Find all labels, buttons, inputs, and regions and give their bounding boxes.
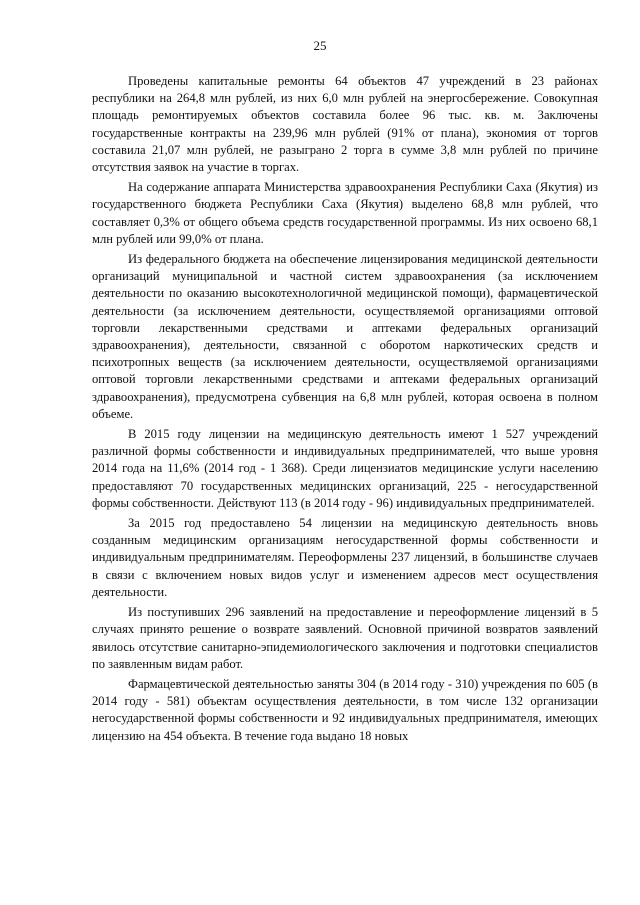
page-number: 25 bbox=[313, 38, 327, 53]
paragraph-federal-budget-licensing: Из федерального бюджета на обеспечение лицензирования медицинской деятельности организаций муниципальной и частной систем здравоохранения (за исключением деятельности по оказанию высокотехнологичной медицинской помощи), фармацевтической деятельности (за исключением деятельности, осуществляемой организациями оптовой торговли лекарственными средствами и аптеками федеральных организаций здравоохранения), деятельности, связанной с оборотом наркотических средств и психотропных веществ (за исключением деятельности, осуществляемой организациями оптовой торговли лекарственными средствами и аптеками федеральных организаций здравоохранения), предусмотрена субвенция на 6,8 млн рублей, которая освоена в полном объеме. bbox=[92, 252, 598, 421]
paragraph-pharmaceutical-activity: Фармацевтической деятельностью заняты 304 (в 2014 году - 310) учреждения по 605 (в 2014 году - 581) объектам осуществления деятельности, в том числе 132 организации негосударственной формы собственности и 92 индивидуальных предпринимателя, имеющих лицензию на 454 объекта. В течение года выдано 18 новых bbox=[92, 676, 598, 743]
paragraph-licenses-granted: За 2015 год предоставлено 54 лицензии на медицинскую деятельность вновь созданным медицинским организациям негосударственной формы собственности и индивидуальным предпринимателям. Переоформлены 237 лицензий, в большинстве случаев в связи с включением новых видов услуг и изменением адресов мест осуществления деятельности. bbox=[92, 516, 598, 599]
paragraph-ministry-maintenance: На содержание аппарата Министерства здравоохранения Республики Саха (Якутия) из государственного бюджета Республики Саха (Якутия) выделено 68,8 млн рублей, что составляет 0,3% от общего объема средств государственной программы. Из них освоено 68,1 млн рублей или 99,0% от плана. bbox=[92, 180, 598, 246]
paragraph-medical-licenses-2015: В 2015 году лицензии на медицинскую деятельность имеют 1 527 учреждений различной формы собственности и индивидуальных предпринимателей, что выше уровня 2014 года на 11,6% (2014 год - 1 368). Среди лицензиатов медицинские услуги населению предоставляют 70 государственных медицинских организаций, 225 - негосударственной формы собственности. Действуют 113 (в 2014 году - 96) индивидуальных предпринимателей. bbox=[92, 427, 598, 510]
paragraph-applications: Из поступивших 296 заявлений на предоставление и переоформление лицензий в 5 случаях принято решение о возврате заявлений. Основной причиной возвратов заявлений явилось отсутствие санитарно-эпидемиологического заключения и подготовки специалистов по заявленным видам работ. bbox=[92, 605, 598, 671]
paragraph-capital-repairs: Проведены капитальные ремонты 64 объектов 47 учреждений в 23 районах республики на 264,8 млн рублей, из них 6,0 млн рублей на энергосбережение. Совокупная площадь ремонтируемых объектов составила более 96 тыс. кв. м. Заключены государственные контракты на 239,96 млн рублей (91% от плана), экономия от торгов составила 21,07 млн рублей, не разыграно 2 торга в сумме 3,8 млн рублей по причине отсутствия заявок на участие в торгах. bbox=[92, 74, 598, 175]
page-body bbox=[92, 73, 598, 748]
